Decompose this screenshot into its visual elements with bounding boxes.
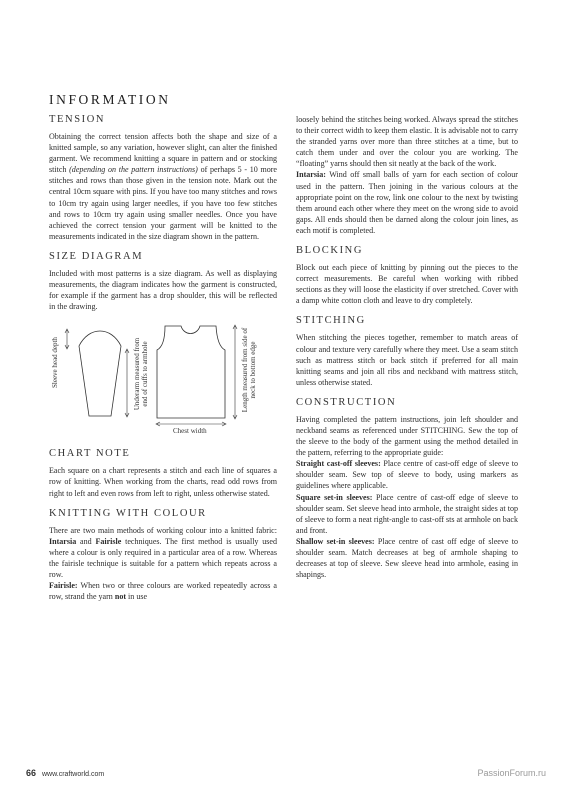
right-column <box>296 114 518 589</box>
square-text: Place centre of cast-off edge of sleeve to shoulder seam. Set sleeve head into armhole, the straight sides at top of sleeve to form a neat right-angle to cast-off sts at armhole on back and front. <box>296 492 518 535</box>
size-diagram-figure <box>49 318 277 436</box>
blocking-section <box>296 245 518 306</box>
stitching-text: When stitching the pieces together, remember to match areas of colour and texture very carefully where they meet. Use a seam stitch such as mattress stitch or back stitch if preferred for all main knitting seams and join all ribs and neckband with mattress stitch, unless otherwise stated. <box>296 333 518 387</box>
construction-shallow <box>296 536 518 580</box>
watermark: PassionForum.ru <box>477 768 546 778</box>
knitting-colour-text-2 <box>49 580 277 602</box>
stitching-section <box>296 315 518 387</box>
page-number: 66 <box>26 768 37 778</box>
knitting-colour-section <box>49 508 277 603</box>
left-column <box>49 114 277 611</box>
tension-heading: TENSION <box>49 114 106 125</box>
chart-note-section <box>49 448 277 498</box>
blocking-text: Block out each piece of knitting by pinning out the pieces to the correct measurements. Be careful when working with ribbed sections as they will loose the elasticity if over stretched. Cover with a damp white cotton cloth and leave to dry completely. <box>296 263 518 306</box>
kc-text-a: There are two main methods of working colour into a knitted fabric: <box>49 525 277 535</box>
footer-url: www.craftworld.com <box>41 771 105 778</box>
knitting-colour-text-3: loosely behind the stitches being worked. Always spread the stitches to their correct width to keep them elastic. It is advisable not to carry the stranded yarns over more than three stitches at a time, but to catch them under and over the colour you are working. The “floating” yarns should then sit neatly at the back of the work. <box>296 115 518 169</box>
shallow-label: Shallow set-in sleeves: <box>296 536 375 546</box>
square-label: Square set-in sleeves: <box>296 492 373 502</box>
kc-intarsia-text: Wind off small balls of yarn for each section of colour used in the pattern. Then joining in the various colours at the appropriate point on the row, link one colour to the next by twisting them around each other where they meet on the wrong side to avoid gaps. All ends should then be darned along the colour join lines, as each motif is completed. <box>296 170 518 235</box>
underarm-label: Underarm measured from end of cuffs to armhole <box>133 338 149 411</box>
kc-intarsia-label: Intarsia: <box>296 170 326 180</box>
page-title: INFORMATION <box>49 92 171 107</box>
sleeve-outline <box>79 331 121 416</box>
kc-fairisle-label: Fairisle: <box>49 581 78 591</box>
chart-note-text: Each square on a chart represents a stitch and each line of squares a row of knitting. When working from the charts, read odd rows from right to left and even rows from left to right, unless otherwise stated. <box>49 466 277 498</box>
kc-intarsia-word: Intarsia <box>49 536 77 546</box>
chart-note-heading: CHART NOTE <box>49 448 131 460</box>
sleeve-head-label: Sleeve head depth <box>51 337 59 389</box>
kc-not-word: not <box>114 592 127 602</box>
kc-text-b: techniques. The first method is usually used where a colour is only required in a particular area of a row. Whereas the fairisle technique is suitable for a pattern which repeats across a row. <box>49 536 277 579</box>
construction-intro: Having completed the pattern instructions, join left shoulder and neckband seams as referenced under STITCHING. Sew the top of the sleeve to the body of the garment using the method detailed in the pattern, referring to the appropriate guide: <box>296 414 518 458</box>
size-diagram-section <box>49 251 277 436</box>
tension-text-a: Obtaining the correct tension affects both the shape and size of a knitted sample, so any variation, however slight, can alter the finished garment. We recommend knitting a square in pattern and or stocking stitch <box>49 132 277 175</box>
shallow-text: Place centre of cast off edge of sleeve to shoulder seam. Match decreases at beg of armhole shaping to decreases at top of sleeve. Sew sleeve head into armhole, easing in shapings. <box>296 536 518 580</box>
straight-text: Place centre of cast-off edge of sleeve to shoulder seam. Sew top of sleeve to body, using markers as guidelines where applicable. <box>296 459 518 491</box>
tension-text <box>49 131 277 242</box>
kc-fairisle-end: in use <box>126 592 148 602</box>
size-diagram-text: Included with most patterns is a size diagram. As well as displaying measurements, the diagram indicates how the garment is constructed, for example if the garment has a drop shoulder, this will be reflected in the drawing. <box>49 268 277 312</box>
body-outline <box>157 326 225 418</box>
tension-text-b: of perhaps 5 - 10 more stitches and rows than those given in the tension note. Mark out the central 10cm square with pins. If you have too many stitches and rows to 10cm try again using larger needles, if you have too few stitches and rows to 10cm try again using smaller needles. Once you have achieved the correct tension your garment will be knitted to the measurements indicated in the size diagram shown in the pattern. <box>49 165 277 241</box>
tension-text-italic: (depending on the pattern instructions) <box>69 165 198 175</box>
length-label: Length measured from side of neck to bottom edge <box>241 328 257 413</box>
kc-fairisle-word: Fairisle <box>95 536 122 546</box>
stitching-heading: STITCHING <box>296 315 366 327</box>
construction-heading: CONSTRUCTION <box>296 396 397 408</box>
tension-section <box>49 114 277 242</box>
knitting-colour-heading: KNITTING WITH COLOUR <box>49 507 207 519</box>
straight-label: Straight cast-off sleeves: <box>296 459 381 469</box>
construction-square <box>296 492 518 536</box>
page-footer <box>26 768 104 778</box>
size-diagram-heading: SIZE DIAGRAM <box>49 250 144 262</box>
knitting-colour-text-4 <box>296 169 518 236</box>
construction-straight <box>296 458 518 491</box>
blocking-heading: BLOCKING <box>296 245 364 257</box>
construction-section <box>296 397 518 580</box>
kc-and: and <box>76 536 96 546</box>
knitting-colour-text-1 <box>49 525 277 580</box>
kc-fairisle-text: When two or three colours are worked repeatedly across a row, strand the yarn <box>49 581 277 602</box>
chest-width-label: Chest width <box>173 427 207 436</box>
knitting-colour-continued <box>296 114 518 236</box>
